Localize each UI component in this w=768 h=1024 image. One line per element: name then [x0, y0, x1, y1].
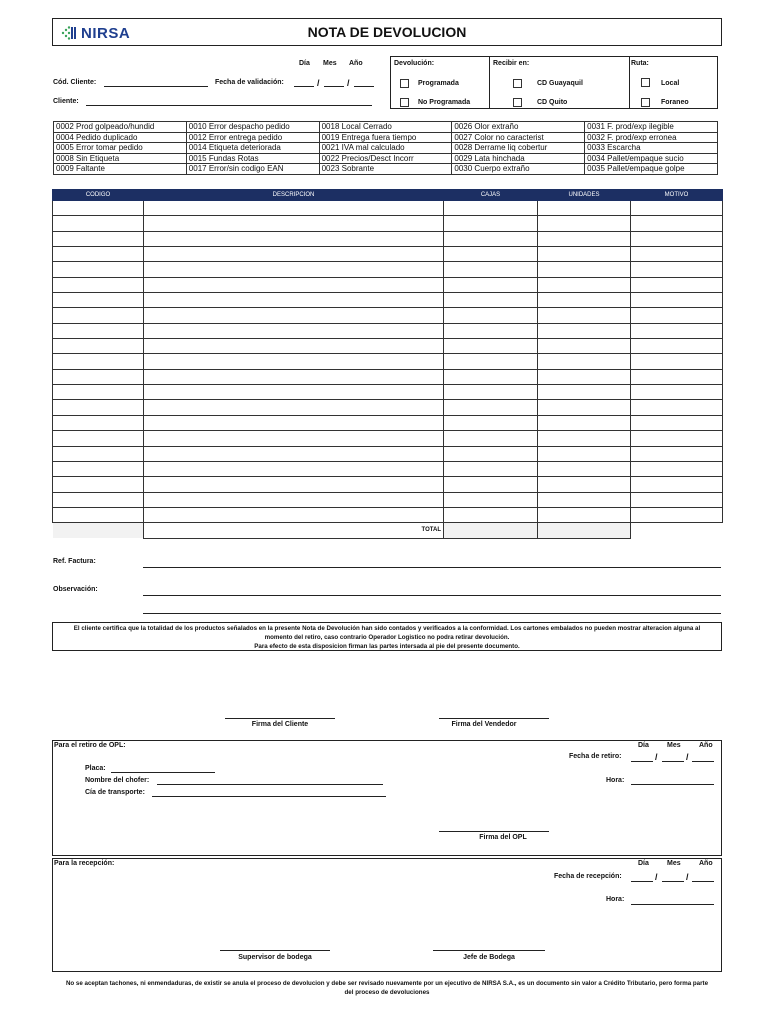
cell-descripcion[interactable] [144, 400, 444, 415]
column-header-codigo: CODIGO [53, 190, 144, 201]
cell-unidades[interactable] [538, 400, 631, 415]
empty-cell [631, 523, 723, 538]
cell-cajas[interactable] [444, 369, 538, 384]
jefe-bodega-label: Jefe de Bodega [463, 954, 515, 961]
no-programada-label: No Programada [418, 99, 471, 106]
cod-cliente-field[interactable] [104, 86, 208, 87]
reason-code: 0018 Local Cerrado [319, 122, 452, 133]
fecha-recepcion-anio-field[interactable] [692, 881, 714, 882]
fecha-validacion-label: Fecha de validación: [215, 79, 284, 86]
cell-codigo[interactable] [53, 339, 144, 354]
cell-descripcion[interactable] [144, 369, 444, 384]
supervisor-label: Supervisor de bodega [238, 954, 312, 961]
firma-opl-line[interactable] [439, 831, 549, 832]
cell-cajas[interactable] [444, 415, 538, 430]
footer-disclaimer [52, 979, 722, 997]
cell-motivo[interactable] [631, 446, 723, 461]
cell-motivo[interactable] [631, 415, 723, 430]
cell-codigo[interactable] [53, 277, 144, 292]
reason-code: 0027 Color no caracterist [452, 132, 585, 143]
cell-codigo[interactable] [53, 431, 144, 446]
table-row [53, 492, 723, 507]
notice-line: Para efecto de esta disposicion firman las partes intersada al pie del presente documento. [254, 643, 520, 650]
reason-code: 0004 Pedido duplicado [54, 132, 187, 143]
transporte-field[interactable] [152, 796, 386, 797]
cell-unidades[interactable] [538, 385, 631, 400]
cell-codigo[interactable] [53, 369, 144, 384]
cell-codigo[interactable] [53, 247, 144, 262]
cell-cajas[interactable] [444, 231, 538, 246]
table-row [53, 293, 723, 308]
ref-factura-label: Ref. Factura: [53, 558, 96, 565]
cell-motivo[interactable] [631, 216, 723, 231]
empty-cell [53, 523, 144, 538]
cell-codigo[interactable] [53, 201, 144, 216]
firma-opl-label: Firma del OPL [479, 834, 527, 841]
cell-unidades[interactable] [538, 415, 631, 430]
cell-descripcion[interactable] [144, 446, 444, 461]
reason-code: 0028 Derrame liq cobertur [452, 143, 585, 154]
cell-codigo[interactable] [53, 415, 144, 430]
cell-unidades[interactable] [538, 308, 631, 323]
fecha-recepcion-label: Fecha de recepción: [554, 873, 622, 880]
cell-unidades[interactable] [538, 323, 631, 338]
cell-motivo[interactable] [631, 461, 723, 476]
cell-motivo[interactable] [631, 431, 723, 446]
cod-cliente-label: Cód. Cliente: [53, 79, 97, 86]
reason-code: 0014 Etiqueta deteriorada [186, 143, 319, 154]
ruta-label: Ruta: [631, 60, 649, 67]
items-table-body [53, 201, 723, 539]
total-row [53, 523, 723, 538]
cell-motivo[interactable] [631, 323, 723, 338]
fecha-validacion-dia-field[interactable] [294, 86, 314, 87]
recepcion-mes-label: Mes [667, 860, 681, 867]
cell-descripcion[interactable] [144, 431, 444, 446]
cell-codigo[interactable] [53, 385, 144, 400]
cell-descripcion[interactable] [144, 385, 444, 400]
placa-label: Placa: [85, 765, 106, 772]
ref-factura-field[interactable] [143, 567, 721, 568]
options-box [390, 56, 718, 109]
footer-line: del proceso de devoluciones [344, 989, 430, 996]
cell-unidades[interactable] [538, 507, 631, 522]
recibir-label: Recibir en: [493, 60, 530, 67]
cd-quito-checkbox[interactable] [513, 98, 522, 107]
firma-vendedor-label: Firma del Vendedor [451, 721, 517, 728]
cell-descripcion[interactable] [144, 231, 444, 246]
cell-codigo[interactable] [53, 231, 144, 246]
opl-title: Para el retiro de OPL: [54, 742, 126, 749]
cell-cajas[interactable] [444, 308, 538, 323]
column-header-motivo: MOTIVO [631, 190, 723, 201]
recepcion-dia-label: Día [638, 860, 649, 867]
table-row [53, 477, 723, 492]
reason-code: 0010 Error despacho pedido [186, 122, 319, 133]
fecha-retiro-label: Fecha de retiro: [569, 753, 622, 760]
cell-unidades[interactable] [538, 369, 631, 384]
reason-code: 0033 Escarcha [585, 143, 718, 154]
table-row [53, 446, 723, 461]
date-separator: / [655, 872, 658, 882]
table-row [53, 461, 723, 476]
cell-codigo[interactable] [53, 461, 144, 476]
cell-unidades[interactable] [538, 339, 631, 354]
cell-cajas[interactable] [444, 461, 538, 476]
observacion-label: Observación: [53, 586, 98, 593]
notice-line: El cliente certifica que la totalidad de los productos señalados en la presente Nota de Devolución han sido contados y verificados a la conformidad. Los cartones embalados no pueden mostrar alteracion alguna al [73, 625, 701, 632]
anio-label: Año [349, 60, 363, 67]
cell-cajas[interactable] [444, 492, 538, 507]
cell-motivo[interactable] [631, 201, 723, 216]
total-cajas[interactable] [444, 523, 538, 538]
table-row [54, 122, 718, 133]
cell-descripcion[interactable] [144, 415, 444, 430]
reason-codes-table [53, 121, 718, 175]
cell-unidades[interactable] [538, 216, 631, 231]
cell-cajas[interactable] [444, 446, 538, 461]
cell-cajas[interactable] [444, 507, 538, 522]
reason-code: 0031 F. prod/exp ilegible [585, 122, 718, 133]
cell-cajas[interactable] [444, 400, 538, 415]
fecha-validacion-mes-field[interactable] [324, 86, 344, 87]
table-row [54, 164, 718, 175]
fecha-validacion-anio-field[interactable] [354, 86, 374, 87]
items-table [52, 189, 723, 539]
cell-unidades[interactable] [538, 354, 631, 369]
recepcion-title: Para la recepción: [54, 860, 115, 867]
cell-unidades[interactable] [538, 201, 631, 216]
cell-motivo[interactable] [631, 492, 723, 507]
cell-codigo[interactable] [53, 492, 144, 507]
cell-descripcion[interactable] [144, 323, 444, 338]
local-label: Local [661, 80, 680, 87]
table-row [53, 216, 723, 231]
cell-codigo[interactable] [53, 400, 144, 415]
cell-codigo[interactable] [53, 216, 144, 231]
date-separator: / [655, 752, 658, 762]
local-checkbox[interactable] [641, 78, 650, 87]
foraneo-label: Foraneo [661, 99, 689, 106]
programada-checkbox[interactable] [400, 79, 409, 88]
certification-notice [52, 622, 722, 651]
table-row [53, 400, 723, 415]
opl-anio-label: Año [699, 742, 713, 749]
observacion-field-line2[interactable] [143, 613, 721, 614]
reason-code: 0035 Pallet/empaque golpe [585, 164, 718, 175]
fecha-recepcion-mes-field[interactable] [662, 881, 684, 882]
jefe-bodega-signature-line[interactable] [433, 950, 545, 951]
firma-cliente-line[interactable] [225, 718, 335, 719]
cell-motivo[interactable] [631, 477, 723, 492]
reason-code: 0023 Sobrante [319, 164, 452, 175]
cell-cajas[interactable] [444, 339, 538, 354]
opl-dia-label: Día [638, 742, 649, 749]
cell-descripcion[interactable] [144, 507, 444, 522]
fecha-retiro-mes-field[interactable] [662, 761, 684, 762]
table-row [53, 308, 723, 323]
devolucion-label: Devolución: [394, 60, 435, 67]
cell-motivo[interactable] [631, 354, 723, 369]
cell-codigo[interactable] [53, 446, 144, 461]
page-title: NOTA DE DEVOLUCION [307, 24, 467, 40]
table-row [53, 507, 723, 522]
column-header-unidades: UNIDADES [538, 190, 631, 201]
cell-motivo[interactable] [631, 369, 723, 384]
table-row [53, 415, 723, 430]
cell-motivo[interactable] [631, 231, 723, 246]
reason-code: 0034 Pallet/empaque sucio [585, 153, 718, 164]
dia-label: Día [299, 60, 310, 67]
cell-descripcion[interactable] [144, 262, 444, 277]
reason-code: 0026 Olor extraño [452, 122, 585, 133]
cell-codigo[interactable] [53, 323, 144, 338]
supervisor-signature-line[interactable] [220, 950, 330, 951]
table-row [54, 143, 718, 154]
total-label: TOTAL [144, 523, 444, 538]
reason-code: 0008 Sin Etiqueta [54, 153, 187, 164]
reason-code: 0022 Precios/Desct Incorr [319, 153, 452, 164]
reason-code: 0012 Error entrega pedido [186, 132, 319, 143]
programada-label: Programada [418, 80, 459, 87]
table-row [53, 385, 723, 400]
cell-motivo[interactable] [631, 400, 723, 415]
reason-code: 0030 Cuerpo extraño [452, 164, 585, 175]
table-row [53, 201, 723, 216]
no-programada-checkbox[interactable] [400, 98, 409, 107]
opl-section [52, 740, 722, 856]
cell-unidades[interactable] [538, 446, 631, 461]
cell-motivo[interactable] [631, 277, 723, 292]
table-row [53, 369, 723, 384]
cell-unidades[interactable] [538, 262, 631, 277]
cell-unidades[interactable] [538, 247, 631, 262]
reason-code: 0015 Fundas Rotas [186, 153, 319, 164]
document-header [52, 18, 722, 46]
cell-cajas[interactable] [444, 431, 538, 446]
firma-cliente-label: Firma del Cliente [251, 721, 309, 728]
reason-code: 0009 Faltante [54, 164, 187, 175]
placa-field[interactable] [111, 772, 215, 773]
table-header-row [53, 190, 723, 201]
mes-label: Mes [323, 60, 337, 67]
cell-motivo[interactable] [631, 247, 723, 262]
logo-text: NIRSA [81, 24, 131, 42]
date-separator: / [317, 78, 320, 88]
column-header-descripcion: DESCRIPCION [144, 190, 444, 201]
cliente-label: Cliente: [53, 98, 79, 105]
cell-descripcion[interactable] [144, 247, 444, 262]
reason-code: 0005 Error tomar pedido [54, 143, 187, 154]
divider [629, 57, 630, 108]
cell-descripcion[interactable] [144, 308, 444, 323]
cell-motivo[interactable] [631, 507, 723, 522]
table-row [54, 153, 718, 164]
cell-descripcion[interactable] [144, 477, 444, 492]
cell-descripcion[interactable] [144, 461, 444, 476]
cell-descripcion[interactable] [144, 293, 444, 308]
cell-cajas[interactable] [444, 323, 538, 338]
cell-motivo[interactable] [631, 385, 723, 400]
cell-cajas[interactable] [444, 216, 538, 231]
cell-descripcion[interactable] [144, 277, 444, 292]
table-row [53, 339, 723, 354]
cd-quito-label: CD Quito [537, 99, 568, 106]
cell-unidades[interactable] [538, 431, 631, 446]
cell-unidades[interactable] [538, 492, 631, 507]
recepcion-section [52, 858, 722, 972]
cell-codigo[interactable] [53, 477, 144, 492]
reason-code: 0029 Lata hinchada [452, 153, 585, 164]
reason-code: 0032 F. prod/exp erronea [585, 132, 718, 143]
table-row [53, 231, 723, 246]
fecha-recepcion-dia-field[interactable] [631, 881, 653, 882]
cell-unidades[interactable] [538, 461, 631, 476]
recepcion-anio-label: Año [699, 860, 713, 867]
cell-codigo[interactable] [53, 293, 144, 308]
table-row [53, 323, 723, 338]
footer-line: No se aceptan tachones, ni enmendaduras, de existir se anula el proceso de devolucion y debe ser revisado nuevamente por un ejecutivo de NIRSA S.A., es un documento sin valor a Crédito Tributario, pero forma parte [65, 980, 709, 987]
cell-descripcion[interactable] [144, 216, 444, 231]
cell-unidades[interactable] [538, 293, 631, 308]
fecha-retiro-anio-field[interactable] [692, 761, 714, 762]
cell-cajas[interactable] [444, 247, 538, 262]
cell-motivo[interactable] [631, 262, 723, 277]
reason-code: 0017 Error/sin codigo EAN [186, 164, 319, 175]
column-header-cajas: CAJAS [444, 190, 538, 201]
cell-motivo[interactable] [631, 308, 723, 323]
chofer-label: Nombre del chofer: [85, 777, 150, 784]
cliente-field[interactable] [86, 105, 372, 106]
notice-line: momento del retiro, caso contrario Operador Logistico no podra retirar devolución. [264, 634, 510, 641]
recepcion-hora-label: Hora: [606, 896, 625, 903]
date-separator: / [686, 872, 689, 882]
transporte-label: Cía de transporte: [85, 789, 145, 796]
cell-codigo[interactable] [53, 507, 144, 522]
chofer-field[interactable] [157, 784, 383, 785]
cell-codigo[interactable] [53, 308, 144, 323]
cd-guayaquil-label: CD Guayaquil [537, 80, 583, 87]
cell-codigo[interactable] [53, 262, 144, 277]
cell-descripcion[interactable] [144, 201, 444, 216]
reason-code: 0002 Prod golpeado/hundid [54, 122, 187, 133]
foraneo-checkbox[interactable] [641, 98, 650, 107]
cell-cajas[interactable] [444, 262, 538, 277]
cell-descripcion[interactable] [144, 339, 444, 354]
cell-descripcion[interactable] [144, 492, 444, 507]
cell-cajas[interactable] [444, 477, 538, 492]
cd-guayaquil-checkbox[interactable] [513, 79, 522, 88]
table-row [53, 262, 723, 277]
cell-motivo[interactable] [631, 339, 723, 354]
cell-unidades[interactable] [538, 477, 631, 492]
date-separator: / [347, 78, 350, 88]
total-unidades[interactable] [538, 523, 631, 538]
table-row [53, 354, 723, 369]
cell-unidades[interactable] [538, 277, 631, 292]
table-row [54, 132, 718, 143]
table-row [53, 247, 723, 262]
cell-cajas[interactable] [444, 277, 538, 292]
date-separator: / [686, 752, 689, 762]
reason-code: 0021 IVA mal calculado [319, 143, 452, 154]
cell-cajas[interactable] [444, 201, 538, 216]
table-row [53, 277, 723, 292]
cell-cajas[interactable] [444, 354, 538, 369]
reason-code: 0019 Entrega fuera tiempo [319, 132, 452, 143]
opl-hora-field[interactable] [631, 784, 714, 785]
table-row [53, 431, 723, 446]
cell-descripcion[interactable] [144, 354, 444, 369]
observacion-field[interactable] [143, 595, 721, 596]
cell-unidades[interactable] [538, 231, 631, 246]
fecha-retiro-dia-field[interactable] [631, 761, 653, 762]
opl-mes-label: Mes [667, 742, 681, 749]
divider [489, 57, 490, 108]
cell-motivo[interactable] [631, 293, 723, 308]
firma-vendedor-line[interactable] [439, 718, 549, 719]
cell-cajas[interactable] [444, 293, 538, 308]
cell-cajas[interactable] [444, 385, 538, 400]
opl-hora-label: Hora: [606, 777, 625, 784]
cell-codigo[interactable] [53, 354, 144, 369]
recepcion-hora-field[interactable] [631, 904, 714, 905]
